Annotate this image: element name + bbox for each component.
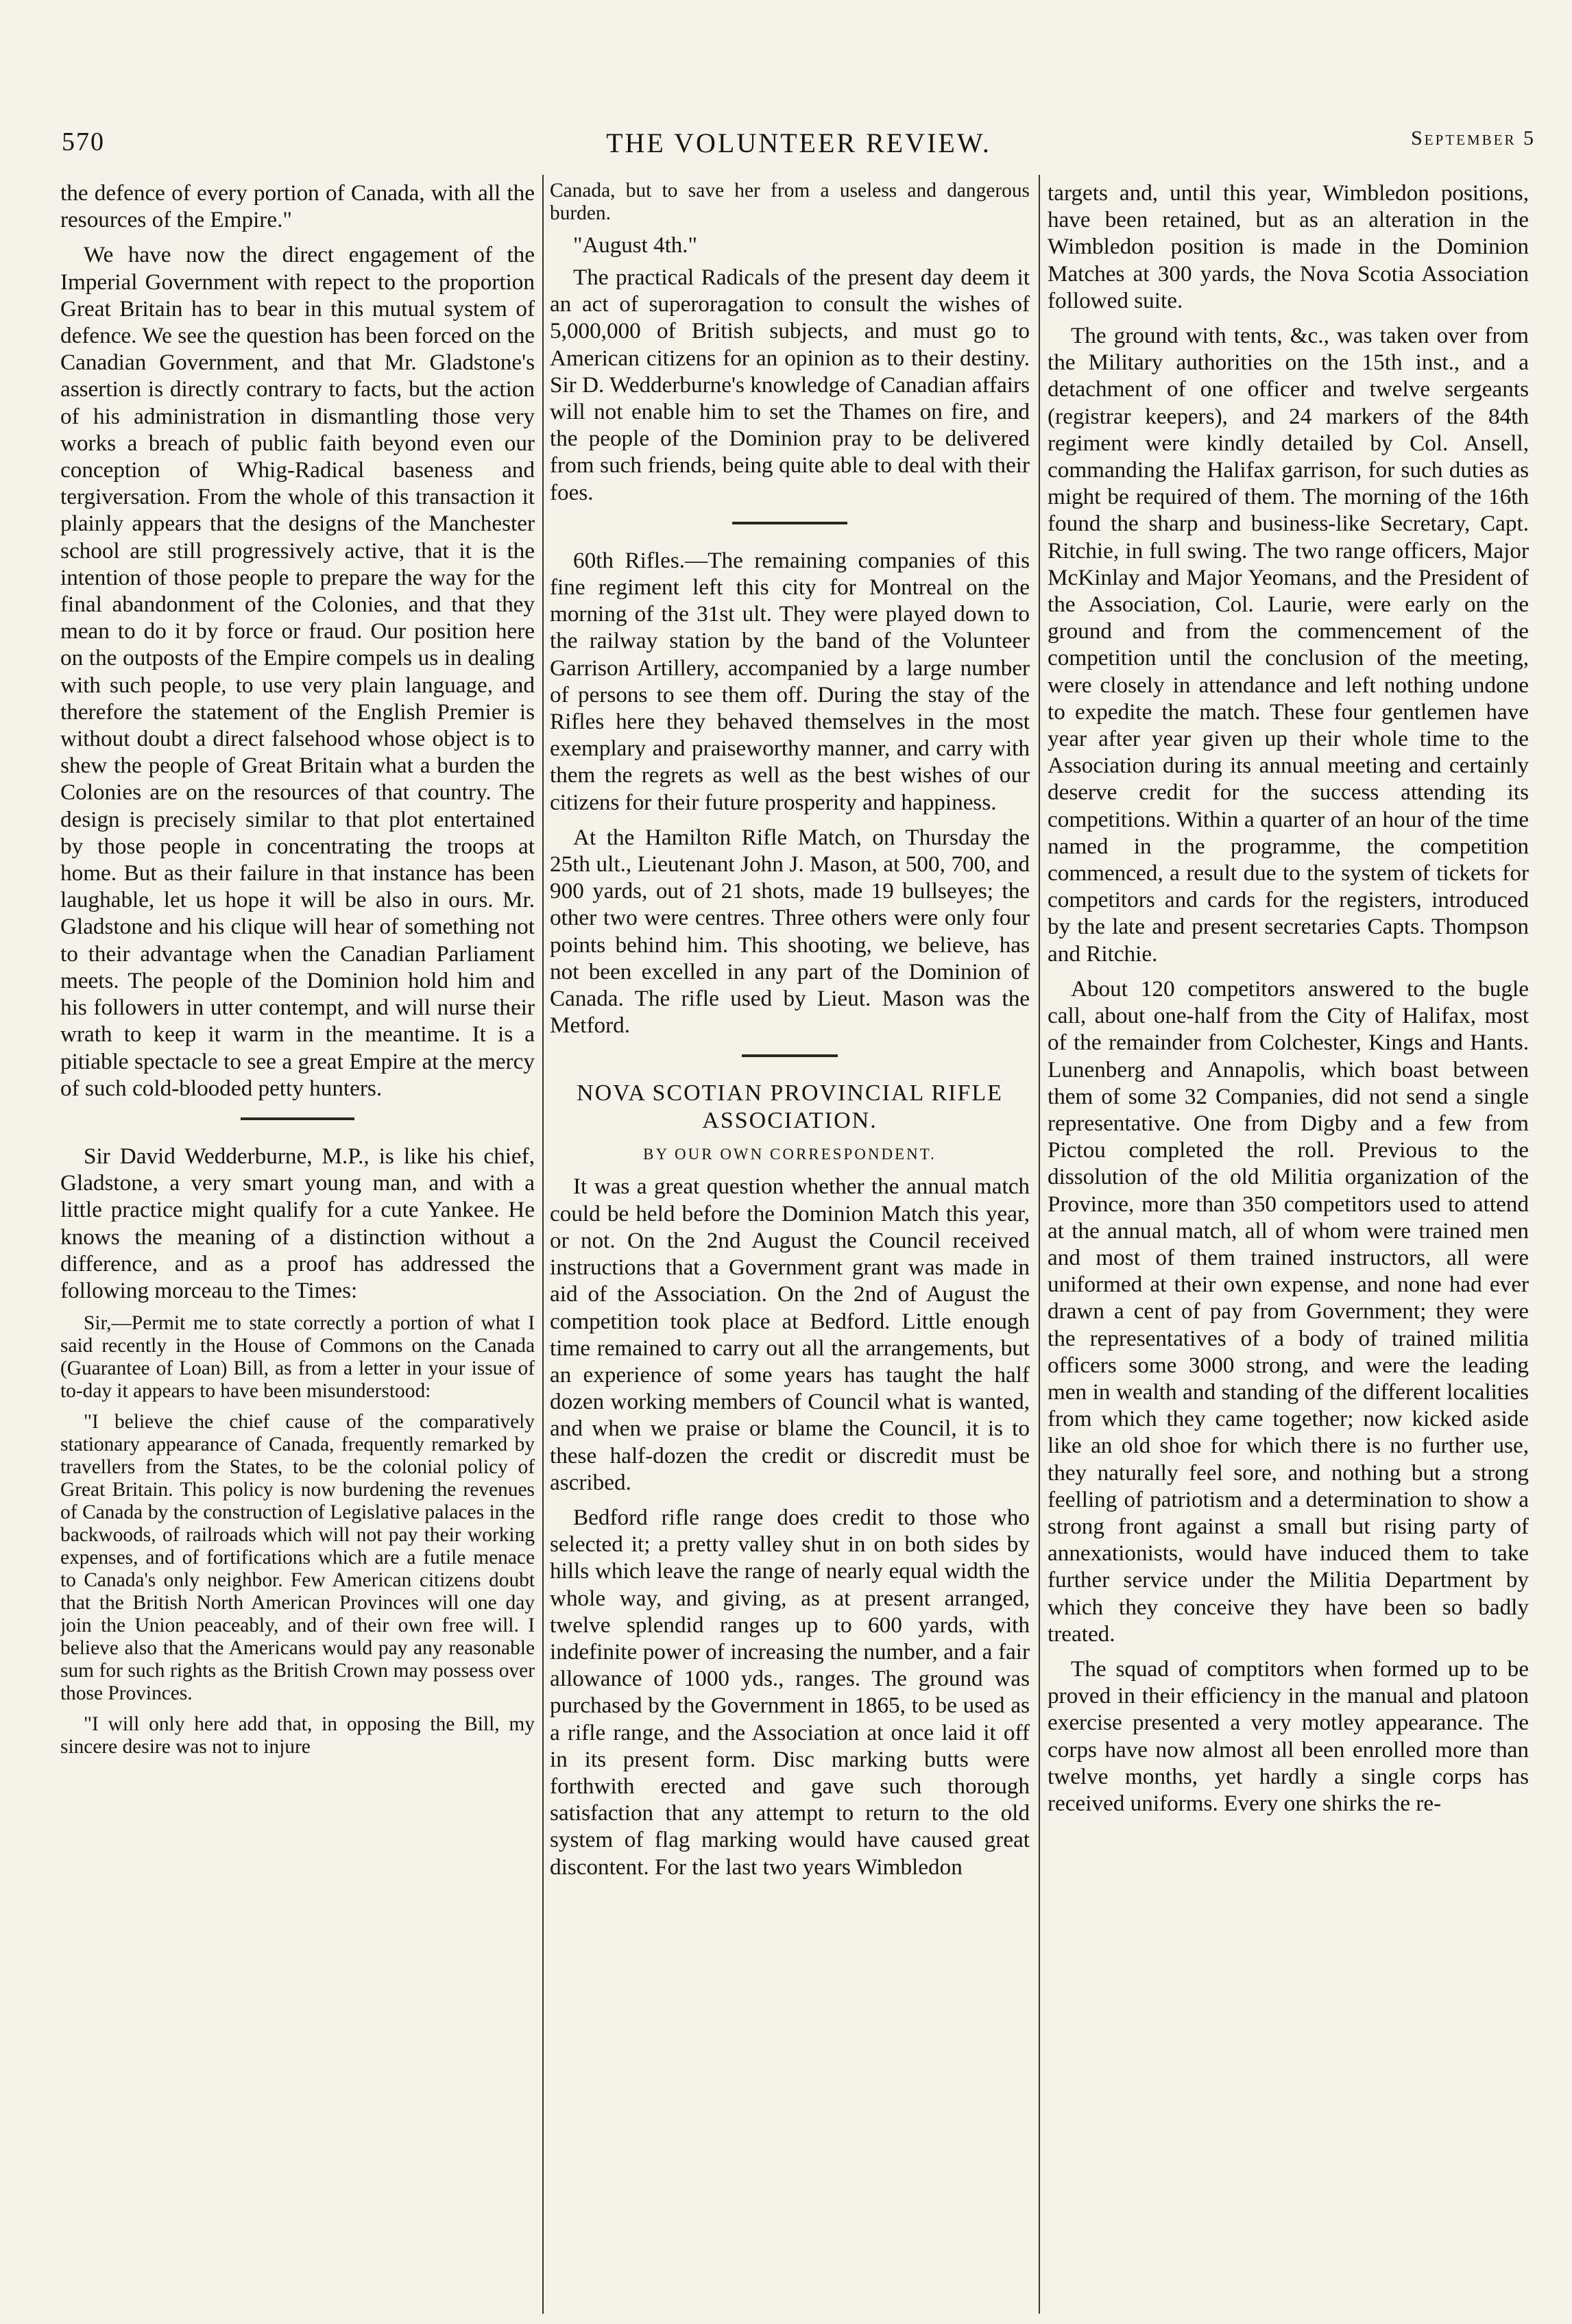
column-middle (550, 180, 1030, 2312)
letter-paragraph: Sir,—Permit me to state correctly a portion of what I said recently in the House of Commons on the Canada (Guarantee of Loan) Bill, as from a letter in your issue of to-day it appears to have been misunderstood: (60, 1312, 535, 1403)
page-number: 570 (62, 128, 105, 156)
paragraph: At the Hamilton Rifle Match, on Thursday the 25th ult., Lieutenant John J. Mason, at 500, 700, and 900 yards, out of 21 shots, made 19 bullseyes; the other two were centres. Three others were only four points behind him. This shooting, we believe, has not been excelled in any part of the Dominion of Canada. The rifle used by Lieut. Mason was the Metford. (550, 824, 1030, 1039)
column-left (60, 180, 535, 2312)
column-right (1048, 180, 1529, 2312)
column-rule (542, 175, 544, 2314)
article-byline: BY OUR OWN CORRESPONDENT. (643, 1146, 936, 1163)
paragraph: The ground with tents, &c., was taken over from the Military authorities on the 15th inst., and a detachment of one officer and twelve sergeants (registrar keepers), and 24 markers of the 84th regiment were kindly detailed by Col. Ansell, commanding the Halifax garrison, for such duties as might be required of them. The morning of the 16th found the sharp and business-like Secretary, Capt. Ritchie, in full swing. The two range officers, Major McKinlay and Major Yeomans, and the President of the Association, Col. Laurie, were early on the ground and from the commencement of the competition until the conclusion of the meeting, were closely in attendance and left nothing undone to expedite the match. These four gentlemen have year after year given up their whole time to the Association during its annual meeting and certainly deserve credit for the success attending its competitions. Within a quarter of an hour of the time named in the programme, the competition commenced, a result due to the system of tickets for competitors and cards for the registers, introduced by the late and present secretaries Capts. Thompson and Ritchie. (1048, 323, 1529, 967)
paragraph: 60th Rifles.—The remaining companies of this fine regiment left this city for Montreal on the morning of the 31st ult. They were played down to the railway station by the band of the Volunteer Garrison Artillery, accompanied by a large number of persons to see them off. During the stay of the Rifles here they behaved themselves in the most exemplary and praiseworthy manner, and carry with them the regrets as well as the best wishes of our citizens for their future prosperity and happiness. (550, 547, 1030, 815)
paragraph: Bedford rifle range does credit to those who selected it; a pretty valley shut in on both sides by hills which leave the range of nearly equal width the whole way, and giving, as at present arranged, twelve splendid ranges up to 600 yards, with indefinite power of increasing the number, and a fair allowance of 1000 yds., ranges. The ground was purchased by the Government in 1865, to be used as a rifle range, and the Association at once laid it off in its present form. Disc marking butts were forthwith erected and gave such thorough satisfaction that any attempt to return to the old system of flag marking would have caused great discontent. For the last two years Wimbledon (550, 1504, 1030, 1880)
column-rule (1039, 175, 1040, 2314)
section-divider (550, 1047, 1030, 1067)
paragraph: the defence of every portion of Canada, with all the resources of the Empire." (60, 180, 535, 233)
section-divider (550, 514, 1030, 535)
section-divider (60, 1110, 535, 1130)
paragraph: targets and, until this year, Wimbledon positions, have been retained, but as an alteration in the Wimbledon position is made in the Dominion Matches at 300 yards, the Nova Scotia Association followed suite. (1048, 180, 1529, 313)
article-heading: NOVA SCOTIAN PROVINCIAL RIFLE ASSOCIATION. (577, 1080, 1003, 1134)
masthead: THE VOLUNTEER REVIEW. (606, 128, 991, 158)
letter-paragraph: Canada, but to save her from a useless and dangerous burden. (550, 180, 1030, 224)
letter-paragraph: "I will only here add that, in opposing the Bill, my sincere desire was not to injure (60, 1713, 535, 1758)
paragraph: About 120 competitors answered to the bugle call, about one-half from the City of Halifax, most of the remainder from Colchester, Kings and Hants. Lunenberg and Annapolis, which boast between them of some 32 Companies, did not send a single representative. One from Digby and a few from Pictou completed the roll. Previous to the dissolution of the old Militia organization of the Province, more than 350 competitors used to attend at the annual match, all of whom were trained men and most of them trained instructors, all were uniformed at their own expense, and none had ever drawn a cent of pay from Government; they were the representatives of a body of trained militia officers some 3000 strong, and were the leading men in wealth and standing of the different localities from which they came together; now kicked aside like an old shoe for which there is no further use, they naturally feel sore, and nothing but a strong feelling of patriotism and a determination to show a strong front against a small but rising party of annexationists, would have induced them to take further service under the Militia Department by which they conceive they have been so badly treated. (1048, 976, 1529, 1647)
paragraph: The practical Radicals of the present day deem it an act of superoragation to consult the wishes of 5,000,000 of British subjects, and must go to American citizens for an opinion as to their destiny. Sir D. Wedderburne's knowledge of Canadian affairs will not enable him to set the Thames on fire, and the people of the Dominion pray to be delivered from such friends, being quite able to deal with their foes. (550, 265, 1030, 505)
paragraph: Sir David Wedderburne, M.P., is like his chief, Gladstone, a very smart young man, and with a little practice might qualify for a cute Yankee. He knows the meaning of a distinction without a difference, and as a proof has addressed the following morceau to the Times: (60, 1143, 535, 1303)
paragraph: We have now the direct engagement of the Imperial Government with repect to the proportion Great Britain has to bear in this mutual system of defence. We see the question has been forced on the Canadian Government, and that Mr. Gladstone's assertion is directly contrary to facts, but the action of his administration in dismantling those very works a breach of public faith beyond even our conception of Whig-Radical baseness and tergiversation. From the whole of this transaction it plainly appears that the designs of the Manchester school are still progressively active, that it is the intention of those people to prepare the way for the final abandonment of the Colonies, and that they mean to do it by force or fraud. Our position here on the outposts of the Empire compels us in dealing with such people, to use very plain language, and therefore the statement of the English Premier is without doubt a direct falsehood whose object is to shew the people of Great Britain what a burden the Colonies are on the resources of that country. The design is precisely similar to that plot entertained by those people in concentrating the troops at home. But as their failure in that instance has been laughable, let us hope it will be also in ours. Mr. Gladstone and his clique will hear of something not to their advantage when the Canadian Parliament meets. The people of the Dominion hold him and his followers in utter contempt, and will nurse their wrath to keep it warm in the meantime. It is a pitiable spectacle to see a great Empire at the mercy of such cold-blooded petty hunters. (60, 242, 535, 1101)
issue-date: September 5 (1411, 127, 1536, 149)
letter-paragraph: "I believe the chief cause of the comparatively stationary appearance of Canada, frequently remarked by travellers from the States, to be the colonial policy of Great Britain. This policy is now burdening the revenues of Canada by the construction of Legislative palaces in the backwoods, of railroads which will not pay their working expenses, and of fortifications which are a futile menace to Canada's only neighbor. Few American citizens doubt that the British North American Provinces will one day join the Union peaceably, and of their own free will. I believe also that the Americans would pay any reasonable sum for such rights as the British Crown may possess over those Provinces. (60, 1411, 535, 1705)
page-header (62, 127, 1536, 168)
letter-date: "August 4th." (573, 233, 697, 258)
paragraph: It was a great question whether the annual match could be held before the Dominion Match this year, or not. On the 2nd August the Council received instructions that a Government grant was made in aid of the Association. On the 2nd of August the competition took place at Bedford. Little enough time remained to carry out all the arrangements, but an experience of some years has taught the half dozen working members of Council what is wanted, and when we praise or blame the Council, it is to these half-dozen the credit or discredit must be ascribed. (550, 1174, 1030, 1495)
paragraph: The squad of comptitors when formed up to be proved in their efficiency in the manual and platoon exercise presented a very motley appearance. The corps have now almost all been enrolled more than twelve months, yet hardly a single corps has received uniforms. Every one shirks the re- (1048, 1656, 1529, 1816)
